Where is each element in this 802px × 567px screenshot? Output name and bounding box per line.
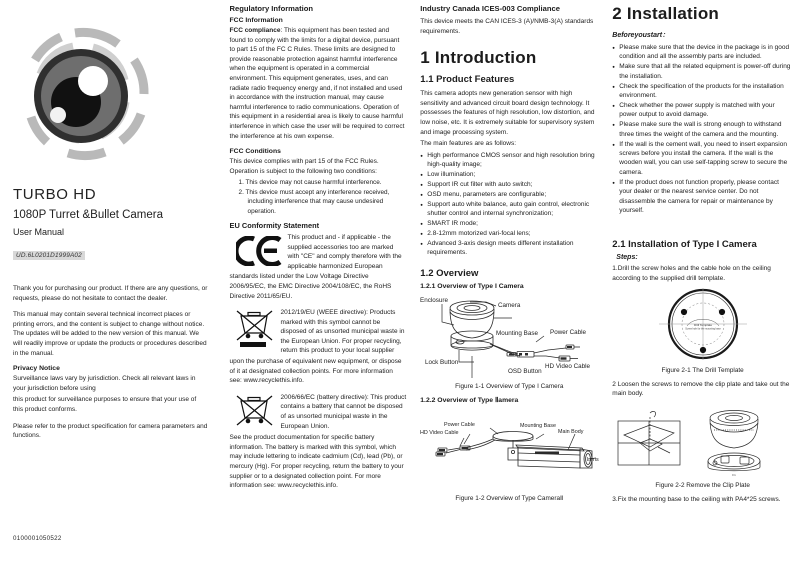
label-hd-video-cable: HD Video Cable: [545, 362, 591, 370]
list-item: ● SMART IR mode;: [420, 219, 598, 228]
list-item: ● Check whether the power supply is matched with your power output to avoid damage.: [612, 101, 793, 120]
label-camera: Camera: [498, 301, 521, 309]
document-type: User Manual: [13, 227, 65, 237]
fcc-conditions-heading: FCC Conditions: [229, 148, 281, 156]
label-mounting-base: Mounting Base: [496, 329, 539, 337]
list-item: ● Please make sure the wall is strong enough to withstand three times the weight of the camera and the mounting.: [612, 120, 793, 139]
list-item: 1. This device may not cause harmful interference.: [238, 179, 382, 187]
section-2-1-title: 2.1 Installation of Type I Camera: [612, 239, 757, 251]
figure-1-1-caption: Figure 1-1 Overview of Type I Camera: [455, 382, 564, 390]
introduction-column: [413, 4, 605, 564]
privacy-notice-heading: Privacy Notice: [13, 365, 60, 373]
label-lens: Lens: [587, 456, 599, 463]
crossed-out-wheelie-bin-icon: [234, 309, 276, 349]
list-item: ● 2.8-12mm motorized vari-focal lens;: [420, 229, 598, 238]
step-2-text: 2 Loosen the screws to remove the clip plate and take out the main body.: [612, 380, 790, 398]
figure-2-2-caption: Figure 2-2 Remove the Clip Plate: [655, 481, 750, 489]
document-number: 0100001050522: [13, 535, 62, 542]
section-1-2-2-title: 1.2.2 Overview of Type Ⅱamera: [420, 396, 519, 404]
fcc-compliance-paragraph: [230, 26, 407, 141]
regulatory-heading: Regulatory Information: [229, 4, 314, 13]
product-features-list: [420, 151, 598, 258]
label-power-cable: Power Cable: [550, 328, 587, 336]
figure-2-1-drill-template: [612, 286, 793, 364]
fcc-compliance-body: : This equipment has been tested and found to comply with the limits for a digital device, pursuant to part 15 of the FC C Rules. These limits are designed to provide reasonable protection against harmful interference when the equipment is operated in a commercial environment. This equipment generates, uses, and can radiate radio frequency energy and, if not installed and used in accordance with the instruction manual, may cause harmful interference to radio communications. Operation of this equipment in a residential area is likely to cause harmful interference in which case the user will be required to correct the interference at his own expense.: [229, 27, 405, 140]
fcc-compliance-label: FCC compliance: [229, 27, 281, 34]
product-title: 1080P Turret &Bullet Camera: [13, 209, 164, 221]
figure-1-2-caption: Figure 1-2 Overview of Type CameraⅡ: [455, 494, 564, 502]
svg-text:Drill Template: Drill Template: [693, 322, 712, 327]
label-main-body: Main Body: [558, 428, 584, 435]
camera-lens-logo: [13, 22, 163, 174]
section-1-2-title: 1.2 Overview: [420, 267, 479, 279]
before-you-start-heading: Beforeyoustart：: [612, 32, 670, 39]
disclaimer-paragraph: This manual may contain several technical incorrect places or printing errors, and the content is subject to change without notice. The updates will be added to the new version of this manual. We will readily improve or update the products or procedures described in the manual.: [13, 311, 207, 357]
ce-statement-continued: standards listed under the Low Voltage Directive 2006/95/EC, the EMC Directive 2004/108/EC, the RoHS Directive 2011/65/EU.: [229, 273, 392, 300]
label-power-cable: Power Cable: [444, 421, 476, 428]
figure-1-1-turret-camera-diagram: [420, 292, 598, 380]
svg-text:F1: F1: [731, 472, 736, 477]
section-1-1-title: 1.1 Product Features: [420, 74, 515, 86]
list-item: ● Support IR cut filter with auto switch;: [420, 180, 598, 189]
figure-1-2-bullet-camera-diagram: [420, 406, 598, 478]
thanks-paragraph: Thank you for purchasing our product. If there are any questions, or requests, please do not hesitate to contact the dealer.: [13, 285, 208, 302]
label-mounting-base: Mounting Base: [520, 422, 557, 429]
canada-compliance-heading: Industry Canada ICES-003 Compliance: [420, 4, 560, 13]
list-item: ● Support auto white balance, auto gain control, electronic shutter control and internal synchronization;: [420, 200, 598, 219]
svg-text:Screw hole for the mounting ba: Screw hole for the mounting base: [684, 327, 721, 330]
privacy-paragraph-2: this product for surveillance purposes to ensure that your use of this product conforms.: [13, 396, 197, 413]
list-item: ● If the wall is the cement wall, you need to insert expansion screws before you install the camera. If the wall is the wooden wall, you can use self-tapping screw to secure the camera.: [612, 140, 793, 178]
list-item: ● OSD menu, parameters are configurable;: [420, 190, 598, 199]
fcc-conditions-list: [230, 178, 407, 216]
features-lead-in: The main features are as follows:: [420, 140, 517, 148]
canada-compliance-body: This device meets the CAN ICES-3 (A)/NMB-3(A) standards requirements.: [420, 18, 594, 35]
section-1-1-body: This camera adopts new generation sensor with high sensitivity and advanced circuit board design technology. It possesses the features of high resolution, low distortion, and low noise, etc. It is extremely suitable for supervisory system and image processing system.: [420, 90, 595, 136]
fcc-conditions-body: This device complies with part 15 of the FCC Rules. Operation is subject to the following two conditions:: [229, 158, 379, 175]
step-3-text: 3.Fix the mounting base to the ceiling with PA4*25 screws.: [612, 495, 781, 503]
weee-directive-continued: upon the purchase of equivalent new equipment, or dispose of it at designated collection points. For more information see: www.recyclethis.info.: [229, 358, 402, 385]
label-hd-video-cable: HD Video Cable: [420, 429, 459, 436]
label-lock-button: Lock Button: [425, 358, 459, 366]
list-item: ● High performance CMOS sensor and high resolution bring high-quality image;: [420, 151, 598, 170]
list-item: ● Check the specification of the products for the installation environment.: [612, 82, 793, 101]
battery-directive-continued: See the product documentation for specific battery information. The battery is marked with this symbol, which may include lettering to indicate cadmium (Cd), lead (Pb), or mercury (Hg). For proper recycling, return the battery to your supplier or to a designated collection point. For more information see: www.recyclethis.info.: [229, 434, 404, 490]
weee-directive-text: 2012/19/EU (WEEE directive): Products marked with this symbol cannot be disposed of as unsorted municipal waste in the European Union. For proper recycling, return this product to your local supplier: [280, 309, 405, 355]
figure-2-2-remove-clip-plate: [612, 403, 793, 479]
battery-directive-text: 2006/66/EC (battery directive): This product contains a battery that cannot be disposed of as unsorted municipal waste in the European Union.: [280, 393, 407, 430]
list-item: ● Low illumination;: [420, 170, 598, 179]
list-item: ● Please make sure that the device in the package is in good condition and all the assembly parts are included.: [612, 43, 793, 62]
eu-conformity-heading: EU Conformity Statement: [229, 220, 320, 230]
list-item: 2. This device must accept any interference received, including interference that may cause undesired operation.: [238, 188, 390, 215]
refer-paragraph: Please refer to the product specification for camera parameters and functions.: [13, 422, 208, 440]
privacy-paragraph-1: Surveillance laws vary by jurisdiction. Check all relevant laws in your jurisdiction before using: [13, 375, 196, 392]
brand-title: TURBO HD: [13, 186, 97, 203]
list-item: ● Make sure that all the related equipment is power-off during the installation.: [612, 62, 793, 81]
steps-label: Steps:: [616, 254, 638, 262]
ce-statement-text: This product and - if applicable - the supplied accessories too are marked with "CE" and comply therefore with the applicable harmonized European: [287, 233, 402, 270]
ce-mark-icon: [236, 236, 284, 266]
section-1-2-1-title: 1.2.1 Overview of Type I Camera: [420, 282, 524, 290]
crossed-out-wheelie-bin-battery-icon: [234, 394, 276, 428]
figure-2-1-caption: Figure 2-1 The Drill Template: [661, 366, 744, 374]
chapter-1-title: 1 Introduction: [420, 48, 537, 68]
label-osd-button: OSD Button: [508, 367, 542, 375]
fcc-information-heading: FCC Information: [229, 17, 283, 24]
regulatory-column: [223, 4, 414, 564]
installation-column: [605, 4, 800, 564]
label-enclosure: Enclosure: [420, 296, 449, 304]
step-1-text: 1.Drill the screw holes and the cable hole on the ceiling according to the supplied drill template.: [612, 265, 771, 282]
before-you-start-list: [612, 43, 793, 215]
chapter-2-title: 2 Installation: [612, 4, 719, 23]
list-item: ● Advanced 3-axis design meets different installation requirements.: [420, 239, 598, 258]
ud-code-badge: UD.6L0201D1999A02: [13, 251, 85, 260]
cover-column: [2, 4, 223, 564]
list-item: ● If the product does not function properly, please contact your dealer or the nearest service center. Do not disassemble the camera for repair or maintenance by yourself.: [612, 178, 793, 216]
